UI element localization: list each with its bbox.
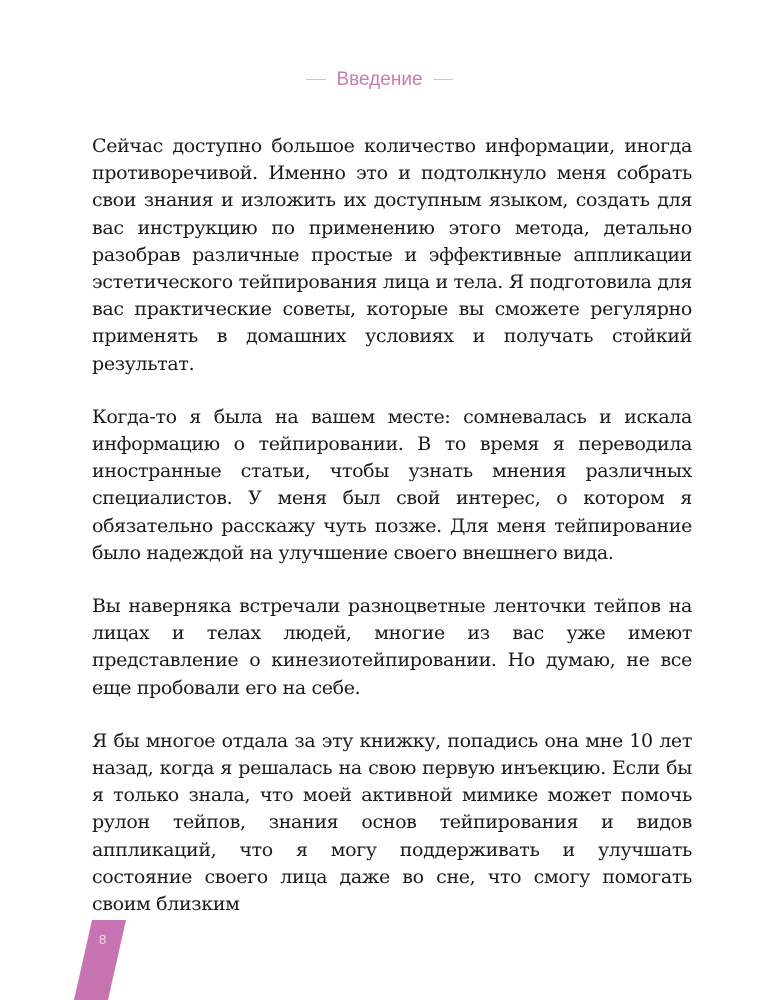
header-dash-right — [433, 79, 453, 80]
section-header — [0, 68, 759, 92]
header-dash-left — [306, 79, 326, 80]
section-title: Введение — [336, 69, 423, 90]
paragraph-3: Вы наверняка встречали разноцветные ленточки тейпов на лицах и телах людей, многие из вас уже имеют представление о кинезиотейпировании. Но думаю, не все еще пробовали его на себе. — [92, 595, 692, 699]
page-number: 8 — [99, 932, 107, 947]
body-text — [92, 133, 692, 944]
paragraph-4: Я бы многое отдала за эту книжку, попадись она мне 10 лет назад, когда я решалась на свою первую инъекцию. Если бы я только знала, что моей активной мимике может помочь рулон тейпов, знания основ тейпирования и видов аппликаций, что я могу поддерживать и улучшать состояние своего лица даже во сне, что смогу помогать своим близким — [92, 729, 692, 916]
paragraph-2: Когда-то я была на вашем месте: сомневалась и искала информацию о тейпировании. В то время я переводила иностранные статьи, чтобы узнать мнения различных специалистов. У меня был свой интерес, о котором я обязательно расскажу чуть позже. Для меня тейпирование было надеждой на улучшение своего внешнего вида. — [92, 405, 692, 564]
paragraph-1: Сейчас доступно большое количество информации, иногда противоречивой. Именно это и подтолкнуло меня собрать свои знания и изложить их доступным языком, создать для вас инструкцию по применению этого метода, детально разобрав различные простые и эффективные аппликации эстетического тейпирования лица и тела. Я подготовила для вас практические советы, которые вы сможете регулярно применять в домашних условиях и получать стойкий результат. — [92, 135, 692, 375]
